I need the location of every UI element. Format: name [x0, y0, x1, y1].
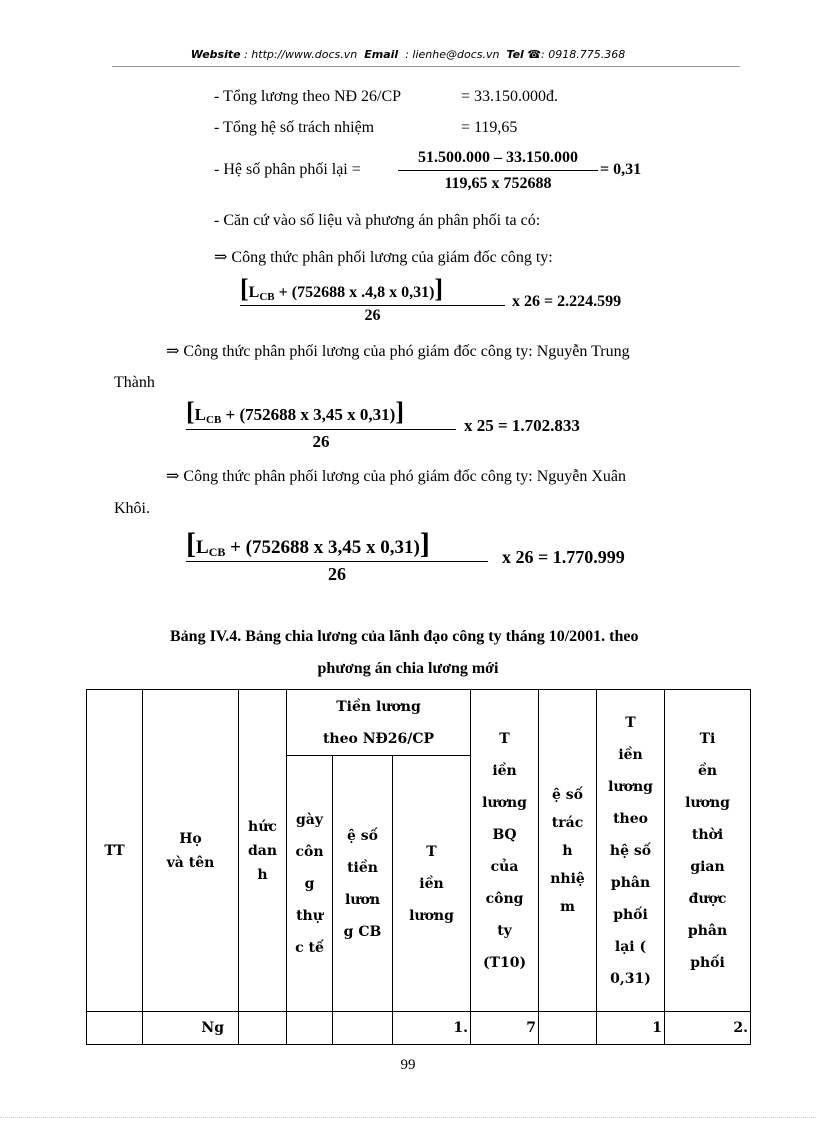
- col-header-redistribution: T iền lương theo hệ số phân phối lại ( 0,31): [597, 690, 665, 1012]
- formula1-intro: ⇒ Công thức phân phối lương của giám đốc công ty:: [214, 249, 553, 266]
- redistribution-label: - Hệ số phân phối lại =: [214, 161, 361, 178]
- formula1-result: x 26 = 2.224.599: [512, 293, 622, 310]
- summary-label: - Tổng lương theo NĐ 26/CP: [214, 88, 402, 105]
- redistribution-result: = 0,31: [600, 161, 642, 178]
- tel-label: Tel: [506, 48, 524, 61]
- col-header-name: Họ và tên: [143, 690, 239, 1012]
- col-header-tt: TT: [87, 690, 143, 1012]
- table-cell: [239, 1012, 287, 1045]
- website-value: : http://www.docs.vn: [244, 48, 358, 61]
- website-label: Website: [190, 48, 241, 61]
- fraction-bar: [398, 170, 598, 171]
- phone-icon: ☎: [527, 48, 542, 61]
- col-header-avg-wage: T iền lương BQ của công ty (T10): [471, 690, 539, 1012]
- table-cell: 1: [597, 1012, 665, 1045]
- formula2-intro: ⇒ Công thức phân phối lương của phó giám đốc công ty: Nguyễn Trung: [166, 343, 630, 360]
- table-cell: Ng: [143, 1012, 239, 1045]
- redistribution-denominator: 119,65 x 752688: [444, 175, 552, 192]
- col-header-wage: T iền lương: [393, 756, 471, 1012]
- formula2-result: x 25 = 1.702.833: [464, 416, 580, 435]
- formula3-intro: ⇒ Công thức phân phối lương của phó giám đốc công ty: Nguyễn Xuân: [166, 468, 627, 485]
- col-header-responsibility: ệ số trác h nhiệ m: [539, 690, 597, 1012]
- email-label: Email: [364, 48, 399, 61]
- col-header-group-salary: Tiền lương theo NĐ26/CP: [287, 690, 471, 756]
- table-cell: [87, 1012, 143, 1045]
- formula2-denominator: 26: [312, 432, 330, 451]
- page-header: [0, 48, 816, 61]
- formula3-numerator: [$L_{CB} + (752688$ x 3,45 x 0,31)]: [186, 527, 430, 560]
- formula2-fraction-bar: [186, 429, 456, 430]
- table-cell: [333, 1012, 393, 1045]
- col-header-time-wage: Ti ền lương thời gian được phân phối: [665, 690, 751, 1012]
- header-rule: [112, 66, 740, 67]
- page-number: 99: [400, 1057, 416, 1073]
- summary-line-basis: - Căn cứ vào số liệu và phương án phân phối ta có:: [214, 212, 541, 229]
- formula1-fraction-bar: [240, 305, 505, 306]
- summary-value-responsibility: = 119,65: [461, 119, 518, 136]
- summary-line-responsibility: - Tổng hệ số trách nhiệm: [214, 119, 375, 136]
- col-header-days: gày côn g thự c tế: [287, 756, 333, 1012]
- email-value: : lienhe@docs.vn: [405, 48, 500, 61]
- formula3-denominator: 26: [328, 564, 346, 584]
- summary-line-total-wage: [214, 88, 401, 106]
- formula2-numerator: [$L_{CB} + (752688$ x 3,45 x 0,31)]: [186, 397, 404, 426]
- table-cell: 7: [471, 1012, 539, 1045]
- summary-value-total-wage: = 33.150.000đ.: [461, 88, 559, 105]
- formula1-numerator: [$L_{CB} + (752688$ x .4,8 x 0,31)]: [240, 274, 444, 303]
- table-cell: 2.: [665, 1012, 751, 1045]
- formula2-intro-cont: Thành: [114, 374, 155, 391]
- col-header-role: hức dan h: [239, 690, 287, 1012]
- table-cell: [287, 1012, 333, 1045]
- table-cell: 1.: [393, 1012, 471, 1045]
- formula1-denominator: 26: [364, 307, 381, 324]
- table-caption-line1: Bảng IV.4. Bảng chia lương của lãnh đạo công ty tháng 10/2001. theo: [170, 628, 639, 645]
- col-header-base-coef: ệ số tiền lươn g CB: [333, 756, 393, 1012]
- footer-rule: [0, 1117, 816, 1118]
- formula3-fraction-bar: [186, 561, 488, 562]
- table-caption-line2: phương án chia lương mới: [317, 660, 499, 677]
- formula3-result: x 26 = 1.770.999: [502, 547, 625, 567]
- wage-table: [86, 689, 751, 1045]
- tel-value: : 0918.775.368: [541, 48, 626, 61]
- formula3-intro-cont: Khôi.: [114, 500, 150, 517]
- table-cell: [539, 1012, 597, 1045]
- redistribution-numerator: 51.500.000 – 33.150.000: [418, 149, 578, 166]
